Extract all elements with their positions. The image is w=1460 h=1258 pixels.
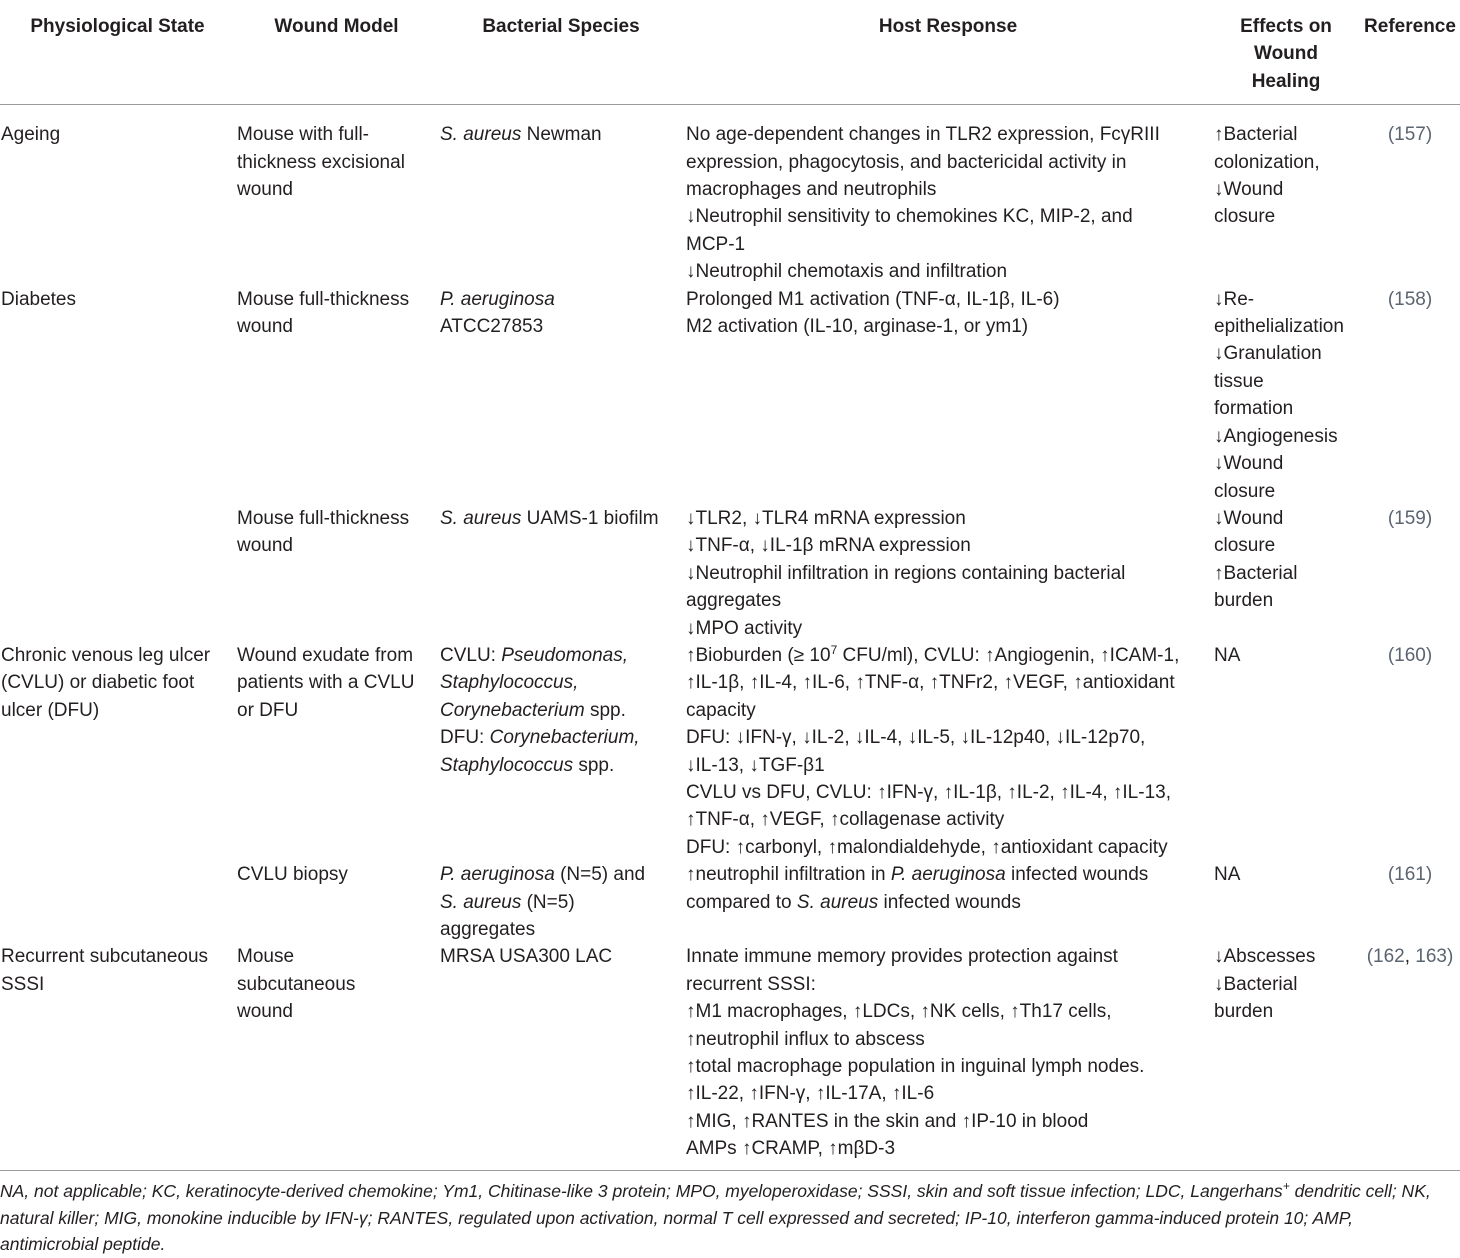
table-row-recurrent-sssi xyxy=(0,943,1460,1162)
header-effects-on-wound-healing: Effects on Wound Healing xyxy=(1240,16,1332,92)
cell-model: Mouse subcutaneous wound xyxy=(237,946,356,1023)
cell-reference xyxy=(1360,861,1460,943)
cell-species: S. aureus Newman xyxy=(440,124,602,146)
cell-host-response: No age-dependent changes in TLR2 expression, FcγRIII expression, phagocytosis, and bactericidal activity in macrophages and neutrophils ↓Neutrophil sensitivity to chemokines KC, MIP-2, and MCP-1 ↓Neutrophil chemotaxis and infiltration xyxy=(686,124,1160,283)
cell-state xyxy=(0,505,235,642)
reference-link[interactable]: (161) xyxy=(1387,864,1433,886)
cell-host-response: Innate immune memory provides protection against recurrent SSSI: ↑M1 macrophages, ↑LDCs, ↑NK cells, ↑Th17 cells, ↑neutrophil influx to abscess ↑total macrophage population in inguinal lymph nodes. ↑IL-22, ↑IFN-γ, ↑IL-17A, ↑IL-6 ↑MIG, ↑RANTES in the skin and ↑IP-10 in blood AMPs ↑CRAMP, ↑mβD-3 xyxy=(686,946,1145,1160)
reference-link[interactable]: 163) xyxy=(1415,946,1454,968)
cell-model: Wound exudate from patients with a CVLU or DFU xyxy=(237,644,415,721)
cell-state: Ageing xyxy=(1,124,61,146)
header-host-response: Host Response xyxy=(878,16,1018,37)
cell-reference xyxy=(1360,286,1460,505)
cell-host-response: ↑Bioburden (≥ $10^7$ CFU/ml), CVLU: ↑Angiogenin, ↑ICAM-1, ↑IL-1β, ↑IL-4, ↑IL-6, ↑TNF-α, ↑TNFr2, ↑VEGF, ↑antioxidant capacity DFU: ↓IFN-γ, ↓IL-2, ↓IL-4, ↓IL-5, ↓IL-12p40, ↓IL-12p70, ↓IL-13, ↓TGF-β1 CVLU vs DFU, CVLU: ↑IFN-γ, ↑IL-1β, ↑IL-2, ↑IL-4, ↑IL-13, ↑TNF-α, ↑VEGF, ↑collagenase activity DFU: ↑carbonyl, ↑malondialdehyde, ↑antioxidant capacity xyxy=(686,642,1180,858)
table-row-diabetes-p-aeruginosa xyxy=(0,286,1460,505)
cell-species: P. aeruginosa (N=5) and S. aureus (N=5) aggregates xyxy=(440,864,646,940)
cell-reference: (162, 163) xyxy=(1366,946,1454,968)
table-row-diabetes-s-aureus xyxy=(0,505,1460,642)
cell-effects: ↑Bacterial colonization, ↓Wound closure xyxy=(1214,124,1320,228)
table-row-ageing xyxy=(0,105,1460,286)
cell-host-response: ↓TLR2, ↓TLR4 mRNA expression ↓TNF-α, ↓IL-1β mRNA expression ↓Neutrophil infiltration in regions containing bacterial aggregates ↓MPO activity xyxy=(686,507,1126,639)
header-bacterial-species: Bacterial Species xyxy=(482,16,640,37)
header-physiological-state: Physiological State xyxy=(30,16,205,37)
table-row-cvlu-biopsy xyxy=(0,861,1460,943)
cell-species: MRSA USA300 LAC xyxy=(440,946,613,968)
cell-species: CVLU: Pseudomonas, Staphylococcus, Corynebacterium spp. DFU: Corynebacterium, Staphylococcus spp. xyxy=(440,644,640,776)
cell-state xyxy=(0,861,235,943)
cell-effects: NA xyxy=(1214,864,1241,886)
cell-model: Mouse full-thickness wound xyxy=(237,507,410,557)
header-reference: Reference xyxy=(1364,16,1456,37)
cell-effects: ↓Abscesses ↓Bacterial burden xyxy=(1214,946,1316,1023)
cell-host-response: ↑neutrophil infiltration in P. aeruginosa infected wounds compared to S. aureus infected wounds xyxy=(686,864,1149,913)
cell-effects: NA xyxy=(1214,644,1241,666)
cell-host-response: Prolonged M1 activation (TNF-α, IL-1β, IL-6) M2 activation (IL-10, arginase-1, or ym1) xyxy=(686,288,1060,338)
cell-effects: ↓Re- epithelialization ↓Granulation tissue formation ↓Angiogenesis ↓Wound closure xyxy=(1214,288,1344,502)
cell-reference xyxy=(1360,642,1460,861)
cell-reference xyxy=(1360,505,1460,642)
table-footnote: NA, not applicable; KC, keratinocyte-derived chemokine; Ym1, Chitinase-like 3 protein; MPO, myeloperoxidase; SSSI, skin and soft tissue infection; LDC, Langerhans+ dendritic cell; NK, natural killer; MIG, monokine inducible by IFN-γ; RANTES, regulated upon activation, normal T cell expressed and secreted; IP-10, interferon gamma-induced protein 10; AMP, antimicrobial peptide. xyxy=(0,1170,1460,1258)
cell-model: Mouse full-thickness wound xyxy=(237,288,410,338)
cell-effects: ↓Wound closure ↑Bacterial burden xyxy=(1214,507,1298,612)
reference-link[interactable]: (159) xyxy=(1387,507,1433,529)
cell-species: S. aureus UAMS-1 biofilm xyxy=(440,507,659,529)
reference-link[interactable]: (157) xyxy=(1387,124,1433,146)
cell-species: P. aeruginosa ATCC27853 xyxy=(440,288,555,338)
cell-state: Chronic venous leg ulcer (CVLU) or diabetic foot ulcer (DFU) xyxy=(1,644,211,721)
header-wound-model: Wound Model xyxy=(274,16,399,37)
cell-state: Diabetes xyxy=(1,288,76,310)
reference-link[interactable]: (158) xyxy=(1387,288,1433,310)
cell-model: CVLU biopsy xyxy=(237,864,348,886)
table-row-cvlu-dfu-exudate xyxy=(0,642,1460,861)
cell-state: Recurrent subcutaneous SSSI xyxy=(1,946,209,995)
cell-reference xyxy=(1360,105,1460,286)
cell-model: Mouse with full- thickness excisional wound xyxy=(237,124,405,201)
reference-link[interactable]: (160) xyxy=(1387,644,1433,666)
reference-link[interactable]: (162 xyxy=(1366,946,1405,968)
table-header-row xyxy=(0,0,1460,105)
